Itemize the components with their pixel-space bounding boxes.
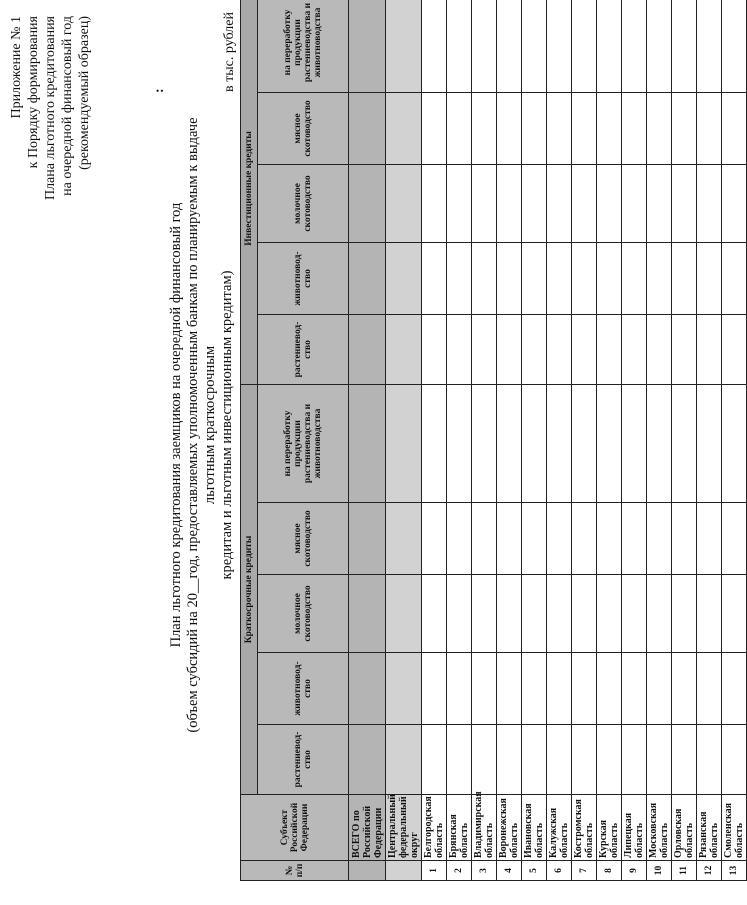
region-name: Калужская область (547, 795, 572, 861)
row-number: 9 (622, 861, 647, 881)
value-cell (547, 575, 572, 653)
value-cell (472, 243, 497, 315)
value-cell (672, 385, 697, 503)
value-cell (547, 315, 572, 385)
value-cell (349, 385, 386, 503)
title-line: (объем субсидий на 20__год, предоставляемых уполномоченным банкам по планируемым к выдаче льготным краткосрочным (185, 117, 218, 733)
value-cell (647, 575, 672, 653)
title-line: кредитам и льготным инвестиционным кредитам) (219, 270, 235, 580)
table-row (697, 0, 722, 881)
region-name: Костромская область (572, 795, 597, 861)
value-cell (422, 725, 447, 795)
value-cell (522, 243, 547, 315)
value-cell (349, 653, 386, 725)
row-number: 5 (522, 861, 547, 881)
region-name: Белгородская область (422, 795, 447, 861)
value-cell (447, 653, 472, 725)
region-name: Брянская область (447, 795, 472, 861)
value-cell (497, 725, 522, 795)
table-row (447, 0, 472, 881)
value-cell (472, 653, 497, 725)
value-cell (472, 0, 497, 93)
value-cell (572, 165, 597, 243)
value-cell (472, 503, 497, 575)
value-cell (722, 503, 747, 575)
total-row (349, 0, 386, 881)
value-cell (547, 243, 572, 315)
value-cell (472, 315, 497, 385)
region-name: Смоленская область (722, 795, 747, 861)
value-cell (349, 315, 386, 385)
value-cell (722, 575, 747, 653)
value-cell (422, 575, 447, 653)
value-cell (672, 93, 697, 165)
header-short-col: растениевод-ство (258, 725, 349, 795)
value-cell (697, 0, 722, 93)
value-cell (672, 243, 697, 315)
value-cell (672, 653, 697, 725)
appendix-line: (рекомендуемый образец) (77, 16, 92, 170)
value-cell (386, 315, 422, 385)
value-cell (572, 653, 597, 725)
value-cell (597, 385, 622, 503)
value-cell (522, 385, 547, 503)
value-cell (472, 93, 497, 165)
value-cell (672, 0, 697, 93)
value-cell (672, 503, 697, 575)
region-name: Липецкая область (622, 795, 647, 861)
value-cell (572, 315, 597, 385)
appendix-line: к Порядку формирования (26, 16, 41, 169)
value-cell (572, 575, 597, 653)
value-cell (722, 653, 747, 725)
value-cell (386, 165, 422, 243)
table-row (572, 0, 597, 881)
value-cell (522, 93, 547, 165)
value-cell (472, 575, 497, 653)
value-cell (547, 653, 572, 725)
row-number: 13 (722, 861, 747, 881)
value-cell (447, 0, 472, 93)
value-cell (697, 315, 722, 385)
value-cell (349, 243, 386, 315)
value-cell (572, 0, 597, 93)
row-number: 3 (472, 861, 497, 881)
value-cell (697, 165, 722, 243)
value-cell (697, 243, 722, 315)
value-cell (622, 653, 647, 725)
value-cell (422, 165, 447, 243)
value-cell (722, 0, 747, 93)
value-cell (672, 575, 697, 653)
value-cell (572, 385, 597, 503)
district-row (386, 0, 422, 881)
credit-plan-table (240, 0, 747, 881)
value-cell (522, 165, 547, 243)
appendix-line: на очередной финансовый год (60, 16, 75, 196)
row-number: 12 (697, 861, 722, 881)
value-cell (622, 165, 647, 243)
value-cell (522, 315, 547, 385)
region-name: Рязанская область (697, 795, 722, 861)
value-cell (386, 503, 422, 575)
row-number: 1 (422, 861, 447, 881)
value-cell (647, 165, 672, 243)
value-cell (497, 93, 522, 165)
value-cell (697, 93, 722, 165)
value-cell (697, 385, 722, 503)
stray-colon: : (152, 88, 167, 93)
value-cell (522, 575, 547, 653)
region-name: Владимирская область (472, 795, 497, 861)
value-cell (522, 653, 547, 725)
value-cell (647, 243, 672, 315)
table-row (522, 0, 547, 881)
appendix-note (8, 16, 93, 200)
value-cell (622, 0, 647, 93)
value-cell (722, 243, 747, 315)
value-cell (349, 165, 386, 243)
appendix-line: Плана льготного кредитования (43, 16, 58, 201)
value-cell (447, 243, 472, 315)
value-cell (722, 93, 747, 165)
header-invest-col: молочное скотоводство (258, 165, 349, 243)
table-row (422, 0, 447, 881)
table-row (722, 0, 747, 881)
value-cell (447, 93, 472, 165)
value-cell (447, 725, 472, 795)
value-cell (597, 575, 622, 653)
region-name: Ивановская область (522, 795, 547, 861)
header-short-col: молочное скотоводство (258, 575, 349, 653)
value-cell (572, 503, 597, 575)
value-cell (697, 575, 722, 653)
value-cell (622, 243, 647, 315)
document-title (168, 115, 236, 735)
table-row (672, 0, 697, 881)
header-short-col: на переработку продукции растениеводства и животноводства (258, 385, 349, 503)
value-cell (497, 653, 522, 725)
value-cell (622, 385, 647, 503)
total-label: ВСЕГО по Российской Федерации (349, 795, 386, 861)
value-cell (647, 385, 672, 503)
value-cell (647, 653, 672, 725)
header-invest-col: животновод-ство (258, 243, 349, 315)
value-cell (422, 243, 447, 315)
row-number: 2 (447, 861, 472, 881)
value-cell (497, 315, 522, 385)
header-short-term-credits: Краткосрочные кредиты (241, 385, 258, 795)
units-label: в тыс. рублей (222, 12, 237, 92)
region-name: Воронежская область (497, 795, 522, 861)
value-cell (647, 0, 672, 93)
value-cell (349, 503, 386, 575)
value-cell (697, 653, 722, 725)
value-cell (447, 575, 472, 653)
table-row (497, 0, 522, 881)
value-cell (547, 93, 572, 165)
region-name: Курская область (597, 795, 622, 861)
row-number: 4 (497, 861, 522, 881)
value-cell (422, 653, 447, 725)
value-cell (386, 385, 422, 503)
region-name: Московская область (647, 795, 672, 861)
header-invest-col: мясное скотоводство (258, 93, 349, 165)
value-cell (722, 385, 747, 503)
value-cell (572, 93, 597, 165)
table-row (472, 0, 497, 881)
value-cell (547, 725, 572, 795)
district-label: Центральный федеральный округ (386, 795, 422, 861)
row-number: 7 (572, 861, 597, 881)
value-cell (722, 315, 747, 385)
value-cell (622, 503, 647, 575)
value-cell (647, 315, 672, 385)
value-cell (422, 93, 447, 165)
value-cell (472, 385, 497, 503)
value-cell (722, 725, 747, 795)
value-cell (647, 725, 672, 795)
value-cell (386, 861, 422, 881)
value-cell (622, 315, 647, 385)
value-cell (522, 0, 547, 93)
value-cell (497, 243, 522, 315)
value-cell (349, 861, 386, 881)
value-cell (497, 165, 522, 243)
value-cell (672, 725, 697, 795)
value-cell (547, 385, 572, 503)
value-cell (386, 0, 422, 93)
value-cell (447, 315, 472, 385)
value-cell (572, 725, 597, 795)
value-cell (697, 725, 722, 795)
value-cell (422, 385, 447, 503)
row-number: 10 (647, 861, 672, 881)
value-cell (422, 0, 447, 93)
value-cell (522, 503, 547, 575)
header-number: № п/п (241, 861, 349, 881)
header-short-col: животновод-ство (258, 653, 349, 725)
value-cell (547, 503, 572, 575)
value-cell (497, 385, 522, 503)
title-line: План льготного кредитования заемщиков на очередной финансовый год (168, 202, 184, 648)
value-cell (386, 725, 422, 795)
value-cell (447, 385, 472, 503)
value-cell (349, 725, 386, 795)
value-cell (697, 503, 722, 575)
region-name: Орловская область (672, 795, 697, 861)
value-cell (597, 725, 622, 795)
value-cell (497, 0, 522, 93)
value-cell (422, 315, 447, 385)
value-cell (472, 165, 497, 243)
table-row (622, 0, 647, 881)
value-cell (349, 93, 386, 165)
value-cell (597, 165, 622, 243)
row-number: 6 (547, 861, 572, 881)
value-cell (497, 575, 522, 653)
table-row (547, 0, 572, 881)
table-row (597, 0, 622, 881)
header-subject: Субъект Российской Федерации (241, 795, 349, 861)
header-invest-col: растениевод-ство (258, 315, 349, 385)
value-cell (597, 0, 622, 93)
value-cell (597, 93, 622, 165)
table-row (647, 0, 672, 881)
value-cell (622, 725, 647, 795)
value-cell (497, 503, 522, 575)
value-cell (386, 575, 422, 653)
value-cell (672, 315, 697, 385)
value-cell (547, 165, 572, 243)
value-cell (386, 653, 422, 725)
value-cell (622, 575, 647, 653)
value-cell (597, 315, 622, 385)
value-cell (386, 243, 422, 315)
value-cell (722, 165, 747, 243)
value-cell (522, 725, 547, 795)
value-cell (349, 575, 386, 653)
value-cell (572, 243, 597, 315)
value-cell (349, 0, 386, 93)
value-cell (597, 503, 622, 575)
value-cell (422, 503, 447, 575)
value-cell (622, 93, 647, 165)
value-cell (472, 725, 497, 795)
row-number: 8 (597, 861, 622, 881)
value-cell (647, 503, 672, 575)
value-cell (447, 503, 472, 575)
value-cell (647, 93, 672, 165)
header-invest-col: на переработку продукции растениеводства и животноводства (258, 0, 349, 93)
value-cell (597, 243, 622, 315)
value-cell (672, 165, 697, 243)
header-short-col: мясное скотоводство (258, 503, 349, 575)
value-cell (597, 653, 622, 725)
value-cell (447, 165, 472, 243)
value-cell (547, 0, 572, 93)
header-investment-credits: Инвестиционные кредиты (241, 0, 258, 385)
value-cell (386, 93, 422, 165)
row-number: 11 (672, 861, 697, 881)
appendix-line: Приложение № 1 (9, 16, 24, 119)
